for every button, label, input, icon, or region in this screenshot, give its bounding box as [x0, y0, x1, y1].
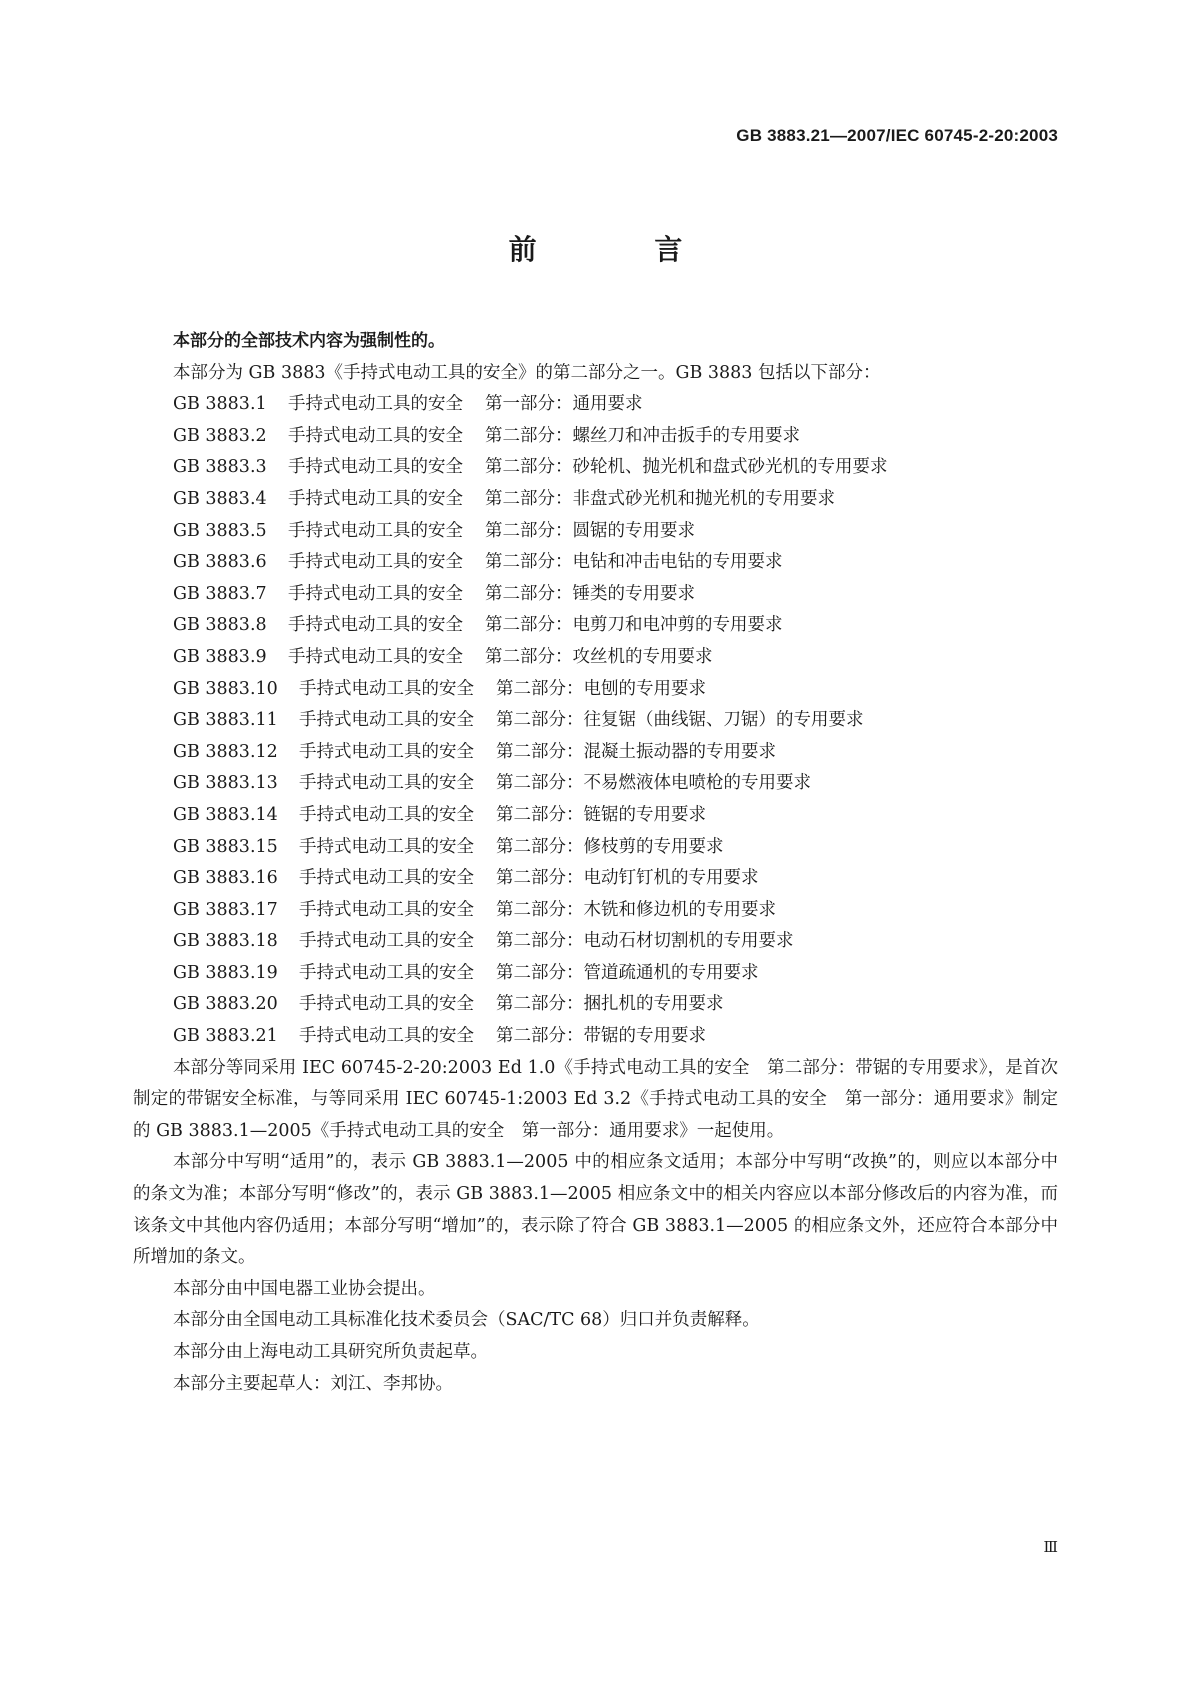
standard-code: GB 3883.15 — [173, 836, 278, 857]
standard-title: 手持式电动工具的安全 — [299, 899, 474, 920]
standard-title: 手持式电动工具的安全 — [288, 520, 463, 541]
standard-list-item — [133, 547, 1058, 579]
standard-title: 手持式电动工具的安全 — [299, 710, 474, 731]
standard-list-item — [133, 642, 1058, 674]
standard-title: 手持式电动工具的安全 — [299, 741, 474, 762]
standard-title: 手持式电动工具的安全 — [299, 1026, 474, 1047]
standard-code: GB 3883.5 — [173, 520, 267, 541]
document-body — [133, 326, 1058, 1400]
page-number: Ⅲ — [1043, 1538, 1058, 1556]
standard-list-item — [133, 452, 1058, 484]
standard-code: GB 3883.1 — [173, 394, 267, 415]
standard-title: 手持式电动工具的安全 — [299, 931, 474, 952]
standard-part: 第二部分：螺丝刀和冲击扳手的专用要求 — [485, 425, 800, 446]
standard-part: 第二部分：电动钉钉机的专用要求 — [496, 868, 759, 889]
standard-code: GB 3883.3 — [173, 457, 267, 478]
standards-list — [133, 389, 1058, 1052]
standard-code: GB 3883.20 — [173, 994, 278, 1015]
standard-list-item — [133, 610, 1058, 642]
standard-code: GB 3883.18 — [173, 931, 278, 952]
standard-title: 手持式电动工具的安全 — [288, 646, 463, 667]
mandatory-statement: 本部分的全部技术内容为强制性的。 — [173, 331, 445, 351]
drafter-paragraph: 本部分由上海电动工具研究所负责起草。 — [173, 1342, 488, 1362]
standard-list-item — [133, 800, 1058, 832]
standard-part: 第二部分：管道疏通机的专用要求 — [496, 962, 759, 983]
standard-part: 第二部分：非盘式砂光机和抛光机的专用要求 — [485, 488, 835, 509]
standard-part: 第二部分：砂轮机、抛光机和盘式砂光机的专用要求 — [485, 457, 888, 478]
standard-list-item — [133, 832, 1058, 864]
standard-list-item — [133, 484, 1058, 516]
standard-code: GB 3883.4 — [173, 488, 267, 509]
standard-part: 第一部分：通用要求 — [485, 394, 643, 415]
standard-code: GB 3883.8 — [173, 615, 267, 636]
standard-title: 手持式电动工具的安全 — [288, 394, 463, 415]
standard-title: 手持式电动工具的安全 — [288, 583, 463, 604]
standard-list-item — [133, 579, 1058, 611]
standard-part: 第二部分：带锯的专用要求 — [496, 1026, 706, 1047]
standard-part: 第二部分：攻丝机的专用要求 — [485, 646, 713, 667]
committee-paragraph: 本部分由全国电动工具标准化技术委员会（SAC/TC 68）归口并负责解释。 — [173, 1310, 760, 1331]
standard-list-item — [133, 516, 1058, 548]
standard-code: GB 3883.13 — [173, 773, 278, 794]
standard-part: 第二部分：电刨的专用要求 — [496, 678, 706, 699]
standard-part: 第二部分：圆锯的专用要求 — [485, 520, 695, 541]
standard-code: GB 3883.10 — [173, 678, 278, 699]
standard-title: 手持式电动工具的安全 — [299, 804, 474, 825]
standard-title: 手持式电动工具的安全 — [299, 994, 474, 1015]
standard-list-item — [133, 863, 1058, 895]
standard-code: GB 3883.16 — [173, 868, 278, 889]
standard-part: 第二部分：混凝土振动器的专用要求 — [496, 741, 776, 762]
authors-paragraph: 本部分主要起草人：刘江、李邦协。 — [173, 1373, 453, 1394]
standard-code: GB 3883.2 — [173, 425, 267, 446]
standard-list-item — [133, 389, 1058, 421]
standard-title: 手持式电动工具的安全 — [299, 868, 474, 889]
standard-title: 手持式电动工具的安全 — [299, 962, 474, 983]
standard-part: 第二部分：锤类的专用要求 — [485, 583, 695, 604]
standard-part: 第二部分：链锯的专用要求 — [496, 804, 706, 825]
standard-title: 手持式电动工具的安全 — [299, 836, 474, 857]
standard-part: 第二部分：捆扎机的专用要求 — [496, 994, 724, 1015]
standard-code: GB 3883.6 — [173, 552, 267, 573]
standard-code: GB 3883.14 — [173, 804, 278, 825]
standard-title: 手持式电动工具的安全 — [299, 773, 474, 794]
standard-title: 手持式电动工具的安全 — [288, 488, 463, 509]
proposer-paragraph: 本部分由中国电器工业协会提出。 — [173, 1278, 436, 1299]
standard-list-item — [133, 895, 1058, 927]
standard-code: GB 3883.7 — [173, 583, 267, 604]
standard-code: GB 3883.21 — [173, 1026, 278, 1047]
standard-part: 第二部分：往复锯（曲线锯、刀锯）的专用要求 — [496, 710, 864, 731]
standard-list-item — [133, 1021, 1058, 1053]
standard-part: 第二部分：电剪刀和电冲剪的专用要求 — [485, 615, 783, 636]
standard-part: 第二部分：电钻和冲击电钻的专用要求 — [485, 552, 783, 573]
standard-list-item — [133, 926, 1058, 958]
standard-code: GB 3883.17 — [173, 899, 278, 920]
standard-list-item — [133, 674, 1058, 706]
standard-part: 第二部分：不易燃液体电喷枪的专用要求 — [496, 773, 811, 794]
standard-title: 手持式电动工具的安全 — [288, 615, 463, 636]
standard-title: 手持式电动工具的安全 — [288, 425, 463, 446]
standard-title: 手持式电动工具的安全 — [288, 457, 463, 478]
standard-part: 第二部分：修枝剪的专用要求 — [496, 836, 724, 857]
standard-list-item — [133, 421, 1058, 453]
standard-code: GB 3883.9 — [173, 646, 267, 667]
page-title: 前 言 — [508, 233, 737, 266]
series-statement: 本部分为 GB 3883《手持式电动工具的安全》的第二部分之一。GB 3883 包括以下部分： — [173, 362, 881, 383]
standard-code: GB 3883.11 — [173, 710, 278, 731]
standard-code-header: GB 3883.21—2007/IEC 60745-2-20:2003 — [736, 126, 1058, 145]
standard-code: GB 3883.19 — [173, 962, 278, 983]
standard-list-item — [133, 989, 1058, 1021]
usage-paragraph: 本部分中写明“适用”的，表示 GB 3883.1—2005 中的相应条文适用；本部分中写明“改换”的，则应以本部分中的条文为准；本部分写明“修改”的，表示 GB 3883.1—2005 相应条文中的相关内容应以本部分修改后的内容为准，而该条文中其他内容仍适用；本部分写明“增加”的，表示除了符合 GB 3883.1—2005 的相应条文外，还应符合本部分中所增加的条文。 — [133, 1152, 1058, 1268]
standard-list-item — [133, 958, 1058, 990]
standard-list-item — [133, 705, 1058, 737]
standard-part: 第二部分：电动石材切割机的专用要求 — [496, 931, 794, 952]
standard-title: 手持式电动工具的安全 — [299, 678, 474, 699]
standard-part: 第二部分：木铣和修边机的专用要求 — [496, 899, 776, 920]
standard-code: GB 3883.12 — [173, 741, 278, 762]
adoption-paragraph: 本部分等同采用 IEC 60745-2-20:2003 Ed 1.0《手持式电动工具的安全 第二部分：带锯的专用要求》，是首次制定的带锯安全标准，与等同采用 IEC 60745-1:2003 Ed 3.2《手持式电动工具的安全 第一部分：通用要求》制定的 GB 3883.1—2005《手持式电动工具的安全 第一部分：通用要求》一起使用。 — [133, 1057, 1058, 1141]
standard-title: 手持式电动工具的安全 — [288, 552, 463, 573]
standard-list-item — [133, 737, 1058, 769]
standard-list-item — [133, 768, 1058, 800]
